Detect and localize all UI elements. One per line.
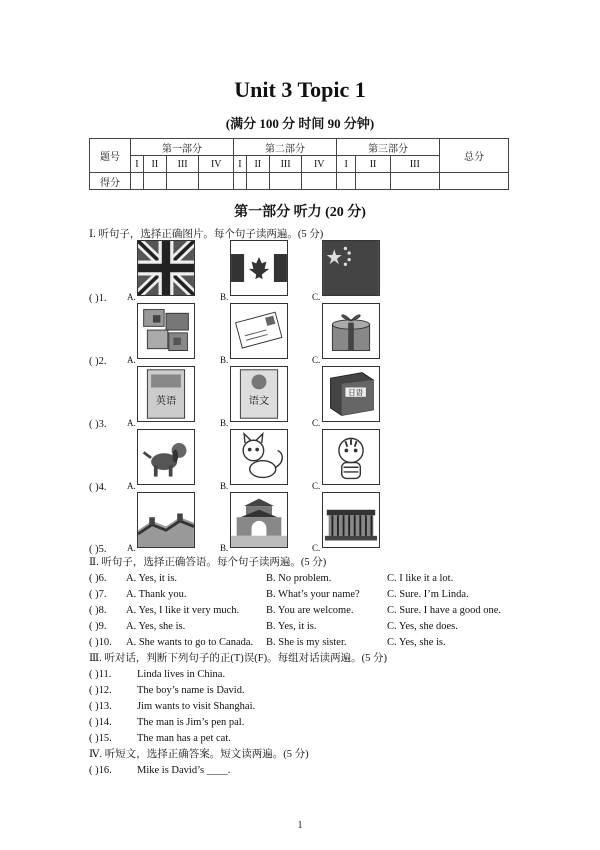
book-title: 日语 <box>348 387 364 397</box>
stamps-icon[interactable] <box>137 303 195 359</box>
question-number[interactable]: ( )7. <box>89 589 107 600</box>
tiger-icon[interactable] <box>322 429 380 485</box>
p2-col: III <box>269 156 302 173</box>
question-number[interactable]: ( )8. <box>89 605 107 616</box>
option-label: C. <box>312 292 321 302</box>
japanese-book-icon[interactable] <box>322 366 380 422</box>
postcard-icon[interactable] <box>230 303 288 359</box>
part-i-instruction: Ⅰ. 听句子，选择正确图片。每个句子读两遍。(5 分) <box>89 229 324 240</box>
option-label: B. <box>220 292 229 302</box>
option-b[interactable]: B. No problem. <box>266 573 332 584</box>
score-cell[interactable] <box>246 173 269 190</box>
option-label: A. <box>127 355 136 365</box>
english-book-icon[interactable] <box>137 366 195 422</box>
score-cell[interactable] <box>336 173 355 190</box>
question-number[interactable]: ( )11. <box>89 669 112 680</box>
part3-header: 第三部分 <box>336 139 439 156</box>
uk-flag-icon[interactable] <box>137 240 195 296</box>
question-number[interactable]: ( )13. <box>89 701 112 712</box>
option-label: B. <box>220 355 229 365</box>
option-label: C. <box>312 355 321 365</box>
part1-header: 第一部分 <box>131 139 234 156</box>
option-label: B. <box>220 418 229 428</box>
score-table <box>89 138 509 190</box>
p2-col: IV <box>302 156 337 173</box>
page-number: 1 <box>297 820 303 831</box>
option-a[interactable]: A. Yes, she is. <box>126 621 186 632</box>
p3-col: I <box>336 156 355 173</box>
option-a[interactable]: A. She wants to go to Canada. <box>126 637 254 648</box>
statement-text: The man is Jim’s pen pal. <box>137 717 245 728</box>
question-number[interactable]: ( )4. <box>89 482 107 493</box>
canada-flag-icon[interactable] <box>230 240 288 296</box>
option-a[interactable]: A. Yes, it is. <box>126 573 178 584</box>
chinese-book-icon[interactable] <box>230 366 288 422</box>
p3-col: III <box>390 156 439 173</box>
p2-col: I <box>233 156 246 173</box>
p3-col: II <box>356 156 390 173</box>
p2-col: II <box>246 156 269 173</box>
part2-header: 第二部分 <box>233 139 336 156</box>
great-hall-icon[interactable] <box>322 492 380 548</box>
book-title: 语文 <box>248 395 270 408</box>
option-label: A. <box>127 418 136 428</box>
p1-col: IV <box>199 156 234 173</box>
part-iv-instruction: Ⅳ. 听短文，选择正确答案。短文读两遍。(5 分) <box>89 749 309 760</box>
option-label: C. <box>312 543 321 553</box>
p1-col: II <box>143 156 166 173</box>
option-label: C. <box>312 481 321 491</box>
option-a[interactable]: A. Yes, I like it very much. <box>126 605 240 616</box>
question-number[interactable]: ( )6. <box>89 573 107 584</box>
question-number[interactable]: ( )14. <box>89 717 112 728</box>
option-c[interactable]: C. Yes, she is. <box>387 637 446 648</box>
option-b[interactable]: B. She is my sister. <box>266 637 347 648</box>
score-cell[interactable] <box>233 173 246 190</box>
score-cell[interactable] <box>269 173 302 190</box>
page-title: Unit 3 Topic 1 <box>234 77 366 102</box>
total-header: 总分 <box>440 139 509 173</box>
option-label: A. <box>127 292 136 302</box>
p1-col: III <box>166 156 199 173</box>
statement-text: The boy’s name is David. <box>137 685 245 696</box>
cat-icon[interactable] <box>230 429 288 485</box>
option-c[interactable]: C. Sure. I’m Linda. <box>387 589 469 600</box>
row-label-question-number: 题号 <box>90 139 131 173</box>
question-number[interactable]: ( )12. <box>89 685 112 696</box>
score-cell[interactable] <box>390 173 439 190</box>
score-cell[interactable] <box>356 173 390 190</box>
score-cell[interactable] <box>166 173 199 190</box>
option-a[interactable]: A. Thank you. <box>126 589 187 600</box>
row-label-score: 得分 <box>90 173 131 190</box>
tiananmen-icon[interactable] <box>230 492 288 548</box>
section1-heading: 第一部分 听力 (20 分) <box>234 205 366 220</box>
statement-text: Linda lives in China. <box>137 669 226 680</box>
part-iii-instruction: Ⅲ. 听对话，判断下列句子的正(T)误(F)。每组对话读两遍。(5 分) <box>89 653 387 664</box>
score-cell[interactable] <box>131 173 144 190</box>
dog-icon[interactable] <box>137 429 195 485</box>
score-cell[interactable] <box>143 173 166 190</box>
score-cell[interactable] <box>440 173 509 190</box>
question-number[interactable]: ( )15. <box>89 733 112 744</box>
option-c[interactable]: C. Sure. I have a good one. <box>387 605 502 616</box>
question-number[interactable]: ( )3. <box>89 419 107 430</box>
p1-col: I <box>131 156 144 173</box>
score-cell[interactable] <box>302 173 337 190</box>
option-b[interactable]: B. Yes, it is. <box>266 621 317 632</box>
option-label: A. <box>127 481 136 491</box>
book-title: 英语 <box>155 395 177 408</box>
question-number[interactable]: ( )10. <box>89 637 112 648</box>
question-number[interactable]: ( )2. <box>89 356 107 367</box>
option-c[interactable]: C. Yes, she does. <box>387 621 458 632</box>
question-text: Mike is David’s ____. <box>137 765 231 776</box>
option-b[interactable]: B. You are welcome. <box>266 605 354 616</box>
statement-text: The man has a pet cat. <box>137 733 231 744</box>
option-label: B. <box>220 481 229 491</box>
page-subtitle: (满分 100 分 时间 90 分钟) <box>225 116 375 131</box>
gift-box-icon[interactable] <box>322 303 380 359</box>
option-label: B. <box>220 543 229 553</box>
option-label: C. <box>312 418 321 428</box>
option-b[interactable]: B. What’s your name? <box>266 589 360 600</box>
statement-text: Jim wants to visit Shanghai. <box>137 701 256 712</box>
question-number[interactable]: ( )1. <box>89 293 107 304</box>
option-label: A. <box>127 543 136 553</box>
score-cell[interactable] <box>199 173 234 190</box>
question-number[interactable]: ( )9. <box>89 621 107 632</box>
question-number[interactable]: ( )5. <box>89 544 107 555</box>
question-number[interactable]: ( )16. <box>89 765 112 776</box>
part-ii-instruction: Ⅱ. 听句子，选择正确答语。每个句子读两遍。(5 分) <box>89 557 327 568</box>
great-wall-icon[interactable] <box>137 492 195 548</box>
option-c[interactable]: C. I like it a lot. <box>387 573 454 584</box>
china-flag-icon[interactable] <box>322 240 380 296</box>
